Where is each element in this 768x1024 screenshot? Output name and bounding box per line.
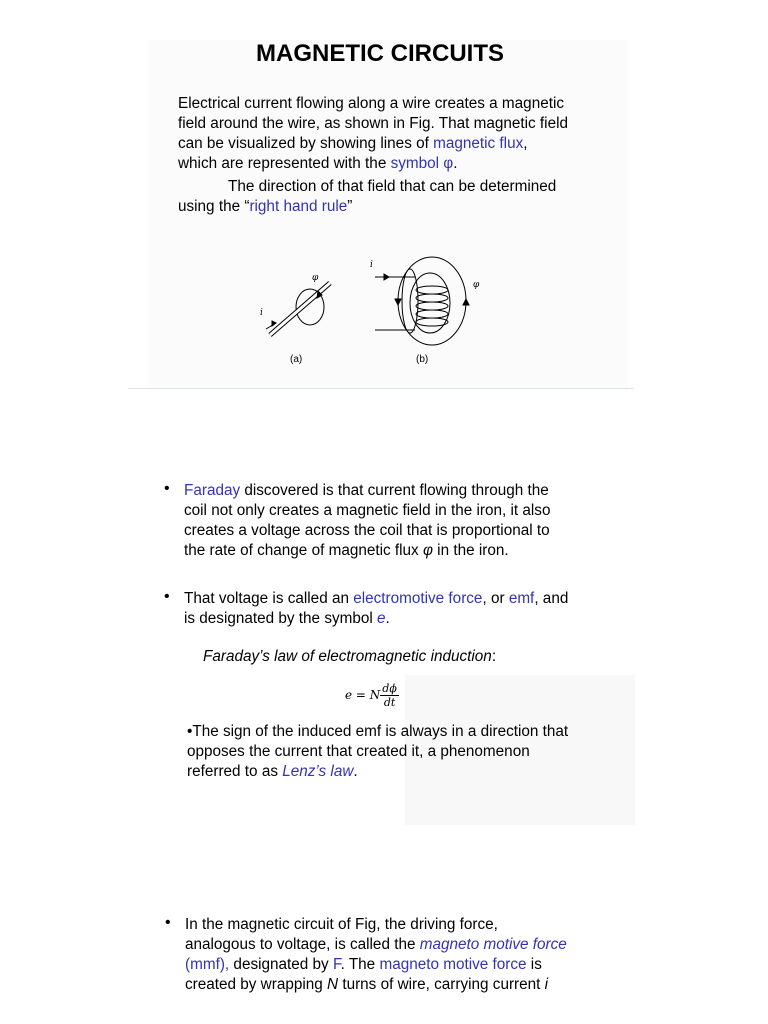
intro-line-1: Electrical current flowing along a wire creates a magnetic	[178, 95, 564, 112]
symbol-f-term: F	[332, 956, 341, 973]
intro-line-3: can be visualized by showing lines of magnetic flux,	[178, 135, 528, 152]
faraday-law-formula: e = N $\frac{d\phi}{dt}$	[345, 682, 397, 709]
emf-term: emf	[508, 590, 535, 607]
faraday-term: Faraday	[184, 482, 241, 499]
bullet-faraday: •	[164, 480, 170, 497]
bullet-mmf: •	[165, 914, 171, 931]
faraday-line-4: the rate of change of magnetic flux φ in the iron.	[184, 542, 509, 559]
intro-line-4: which are represented with the symbol φ.	[178, 155, 458, 172]
faraday-line-3: creates a voltage across the coil that is proportional to	[184, 522, 550, 539]
lenz-law-term: Lenz’s law	[282, 763, 354, 780]
mmf-term: (mmf),	[185, 956, 230, 973]
faraday-line-1: Faraday discovered is that current flowing through the	[184, 482, 549, 499]
lenz-line-2: opposes the current that created it, a phenomenon	[187, 743, 530, 760]
lenz-line-1: •The sign of the induced emf is always in a direction that	[187, 723, 569, 740]
mmf-line-1: In the magnetic circuit of Fig, the driving force,	[185, 916, 498, 933]
electromotive-force-term: electromotive force	[353, 590, 483, 607]
magneto-motive-force-term: magneto motive force	[419, 936, 567, 953]
emf-line-1: That voltage is called an electromotive force, or emf, and	[184, 590, 569, 607]
figure-b-coil	[375, 257, 469, 345]
intro-line-6: using the “right hand rule”	[178, 198, 353, 215]
mmf-line-4: created by wrapping N turns of wire, carrying current i	[185, 976, 549, 993]
magnetic-flux-term: magnetic flux	[433, 135, 524, 152]
symbol-e-term: e	[377, 610, 386, 627]
faraday-line-2: coil not only creates a magnetic field in the iron, it also	[184, 502, 551, 519]
emf-line-2: is designated by the symbol e.	[184, 610, 390, 627]
page-title: MAGNETIC CIRCUITS	[256, 40, 504, 67]
figure-a-caption: (a)	[290, 354, 303, 365]
figure-a-current-label: i	[260, 308, 263, 318]
magneto-motive-force-term-2: magneto motive force	[379, 956, 527, 973]
figure-a-flux-label: φ	[312, 273, 319, 283]
bullet-emf: •	[164, 588, 170, 605]
right-hand-rule-term: right hand rule	[249, 198, 348, 215]
figure-b-current-label: i	[370, 260, 373, 270]
figure-b-caption: (b)	[416, 354, 429, 365]
faraday-law-heading: Faraday’s law of electromagnetic induction:	[203, 648, 497, 665]
intro-line-5: The direction of that field that can be determined	[228, 178, 557, 195]
mmf-line-2: analogous to voltage, is called the magneto motive force	[185, 936, 567, 953]
section-divider	[128, 388, 634, 389]
figure-a-wire-loop	[266, 283, 330, 335]
figure-b-flux-label: φ	[473, 280, 480, 290]
mmf-line-3: (mmf), designated by F. The magneto motive force is	[185, 956, 542, 973]
symbol-phi-term: symbol φ	[390, 155, 454, 172]
intro-line-2: field around the wire, as shown in Fig. That magnetic field	[178, 115, 568, 132]
magnetic-field-figure	[250, 255, 500, 370]
lenz-line-3: referred to as Lenz’s law.	[187, 763, 358, 780]
